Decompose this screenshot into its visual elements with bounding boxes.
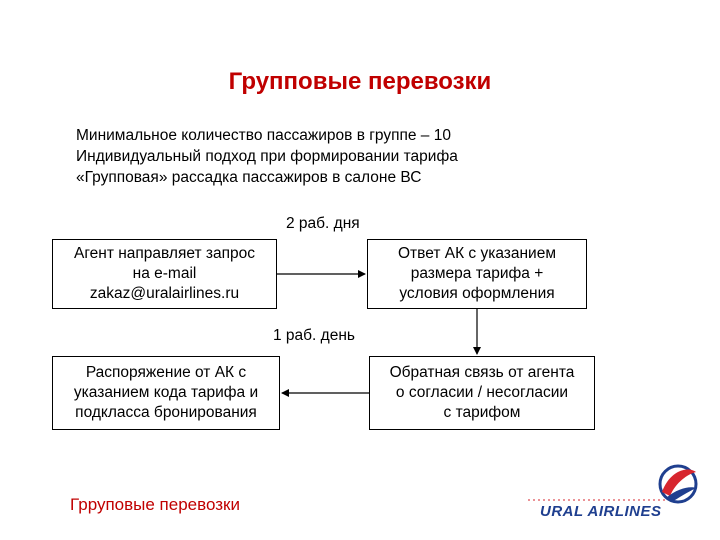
page-title: Групповые перевозки bbox=[228, 68, 492, 95]
order-line-1: Распоряжение от АК с bbox=[85, 364, 247, 381]
request-line-3: zakaz@uralairlines.ru bbox=[89, 285, 240, 302]
reply-line-1: Ответ АК с указанием bbox=[398, 245, 556, 262]
note-one-working-day: 1 раб. день bbox=[273, 327, 355, 344]
footer-label: Грруповые перевозки bbox=[70, 495, 240, 514]
reply-line-2: размера тарифа + bbox=[410, 265, 544, 282]
note-two-working-days: 2 раб. дня bbox=[286, 215, 360, 232]
request-line-1: Агент направляет запрос bbox=[74, 245, 255, 262]
bullet-min-passengers: Минимальное количество пассажиров в группе – 10 bbox=[76, 127, 451, 144]
request-line-2: на e-mail bbox=[132, 265, 197, 282]
logo-text: URAL AIRLINES bbox=[540, 503, 662, 520]
order-line-3: подкласса бронирования bbox=[75, 404, 257, 421]
bullet-individual-fare: Индивидуальный подход при формировании тарифа bbox=[76, 148, 458, 165]
feedback-line-2: о согласии / несогласии bbox=[395, 384, 569, 401]
feedback-line-3: с тарифом bbox=[443, 404, 521, 421]
order-line-2: указанием кода тарифа и bbox=[73, 384, 259, 401]
reply-line-3: условия оформления bbox=[399, 285, 555, 302]
feedback-line-1: Обратная связь от агента bbox=[389, 364, 575, 381]
bullet-group-seating: «Групповая» рассадка пассажиров в салоне ВС bbox=[76, 169, 422, 186]
